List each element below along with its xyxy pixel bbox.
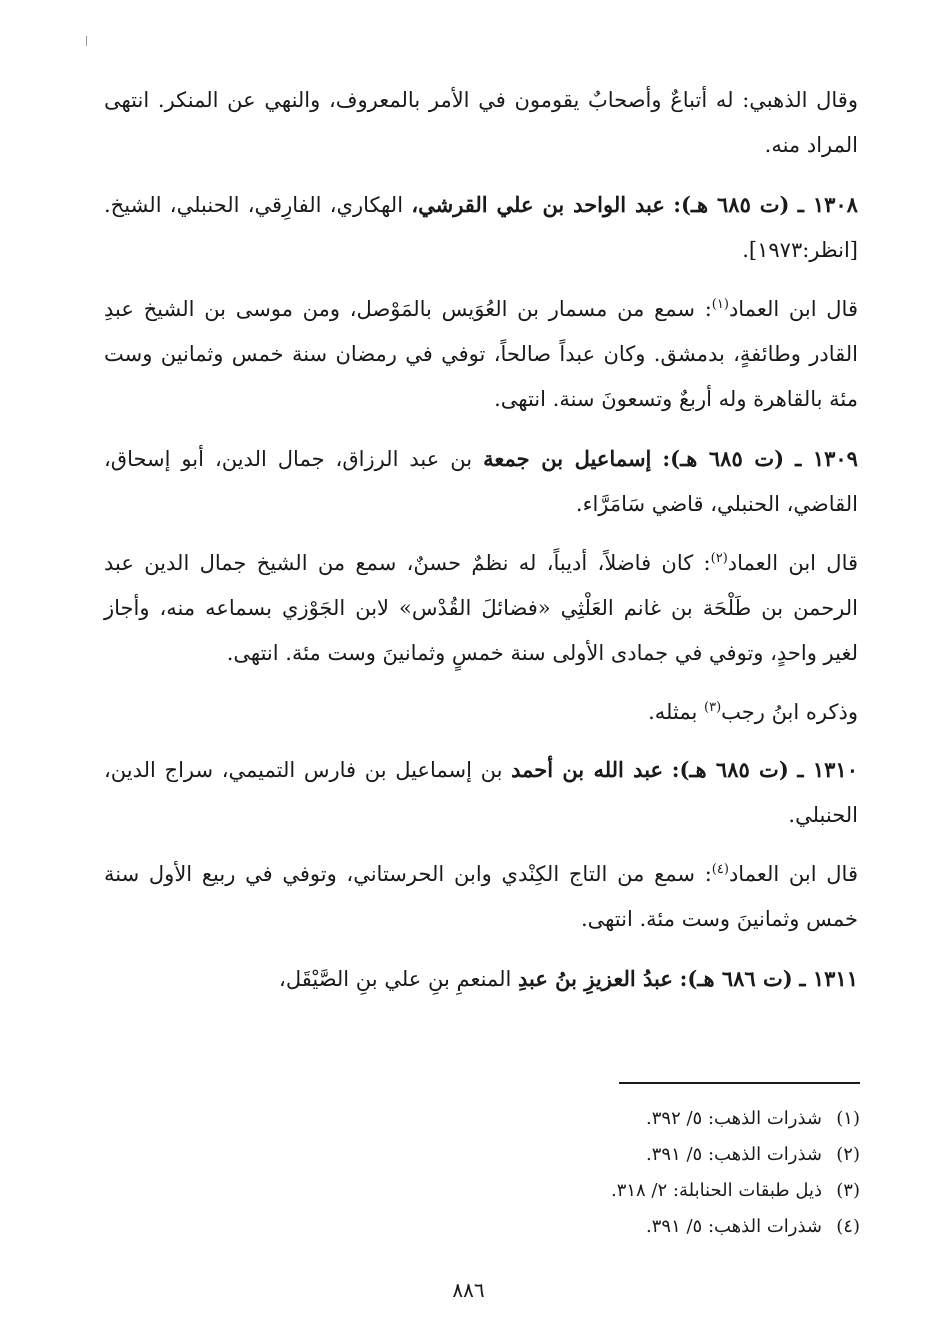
entry-date: (ت ٦٨٥ هـ): xyxy=(673,192,790,217)
footnote-ref: (٢) xyxy=(710,551,728,566)
scan-mark xyxy=(86,36,87,46)
entry-name: عبد الله بن أحمد xyxy=(511,757,664,782)
quote-intro: قال ابن العماد xyxy=(728,297,858,321)
footnote-ref: (٤) xyxy=(711,862,729,877)
footnote-item xyxy=(460,1209,860,1245)
entry-text: بن إسماعيل بن فارس التميمي، سراج الدين، الحنبلي. xyxy=(104,758,858,827)
entry-text: بن عبد الرزاق، جمال الدين، أبو إسحاق، القاضي، الحنبلي، قاضي سَامَرَّاء. xyxy=(104,447,858,516)
footnote-item xyxy=(460,1137,860,1173)
footnote-number: (١) xyxy=(836,1108,860,1129)
main-text xyxy=(104,78,858,1016)
entry-1311 xyxy=(104,956,858,1002)
quote-text: بمثله. xyxy=(648,700,705,724)
quote-text: : سمع من مسمار بن العُوَيس بالمَوْصل، ومن موسى بن الشيخ عبدِ القادر وطائفةٍ، بدمشق. وكان عبداً صالحاً، توفي في رمضان سنة خمس وثمانين وست مئة بالقاهرة وله أربعٌ وتسعونَ سنة. انتهى. xyxy=(104,297,858,411)
page-number: ٨٨٦ xyxy=(452,1278,485,1302)
entry-text: الهكاري، الفارِقي، الحنبلي، الشيخ. [انظر:١٩٧٣]. xyxy=(104,193,858,262)
entry-name: عبد الواحد بن علي القرشي، xyxy=(411,192,665,217)
quote-intro: قال ابن العماد xyxy=(728,862,858,886)
entry-name: عبدُ العزيزِ بنُ عبدِ xyxy=(517,966,673,991)
footnote-number: (٢) xyxy=(836,1144,860,1165)
paragraph-text: وقال الذهبي: له أتباعٌ وأصحابٌ يقومون في الأمر بالمعروف، والنهي عن المنكر. انتهى المراد منه. xyxy=(104,88,858,157)
entry-1309 xyxy=(104,436,858,527)
entry-number: ١٣٠٨ ـ xyxy=(797,192,858,217)
footnote-text: شذرات الذهب: ٥/ ٣٩١. xyxy=(646,1216,822,1237)
entry-name: إسماعيل بن جمعة xyxy=(483,446,652,471)
entry-date: (ت ٦٨٦ هـ): xyxy=(679,966,793,991)
footnote-ref: (٣) xyxy=(704,700,722,715)
entry-number: ١٣١١ ـ xyxy=(799,966,858,991)
footnote-number: (٣) xyxy=(836,1180,860,1201)
footnote-text: ذيل طبقات الحنابلة: ٢/ ٣١٨. xyxy=(610,1180,822,1201)
quote-paragraph xyxy=(104,541,858,676)
entry-date: (ت ٦٨٥ هـ): xyxy=(662,446,785,471)
quote-text: : كان فاضلاً، أديباً، له نظمٌ حسنٌ، سمع من الشيخ جمال الدين عبد الرحمن بن طَلْحَة بن غانم العَلْثِي «فضائلَ القُدْس» لابن الجَوْزي بسماعه منه، وأجاز لغير واحدٍ، وتوفي في جمادى الأولى سنة خمسٍ وثمانينَ وست مئة. انتهى. xyxy=(104,551,858,665)
entry-number: ١٣٠٩ ـ xyxy=(795,446,858,471)
quote-paragraph xyxy=(104,852,858,942)
footnote-item xyxy=(460,1101,860,1137)
entry-number: ١٣١٠ ـ xyxy=(797,757,858,782)
quote-intro: قال ابن العماد xyxy=(727,551,859,575)
paragraph xyxy=(104,78,858,168)
entry-date: (ت ٦٨٥ هـ): xyxy=(671,757,789,782)
quote-text: : سمع من التاج الكِنْدي وابن الحرستاني، وتوفي في ربيع الأول سنة خمس وثمانينَ وست مئة. انتهى. xyxy=(104,862,858,931)
footnote-item xyxy=(460,1173,860,1209)
footnote-divider xyxy=(619,1082,860,1084)
footnotes xyxy=(460,1101,860,1245)
entry-1308 xyxy=(104,182,858,273)
entry-1310 xyxy=(104,747,858,838)
quote-paragraph xyxy=(104,690,858,735)
footnote-number: (٤) xyxy=(836,1216,860,1237)
footnote-text: شذرات الذهب: ٥/ ٣٩١. xyxy=(646,1144,822,1165)
footnote-ref: (١) xyxy=(711,297,729,312)
footnote-text: شذرات الذهب: ٥/ ٣٩٢. xyxy=(646,1108,822,1129)
quote-paragraph xyxy=(104,287,858,422)
quote-intro: وذكره ابنُ رجب xyxy=(721,700,858,724)
entry-text: المنعمِ بنِ علي بنِ الصَّيْقَل، xyxy=(279,967,518,991)
